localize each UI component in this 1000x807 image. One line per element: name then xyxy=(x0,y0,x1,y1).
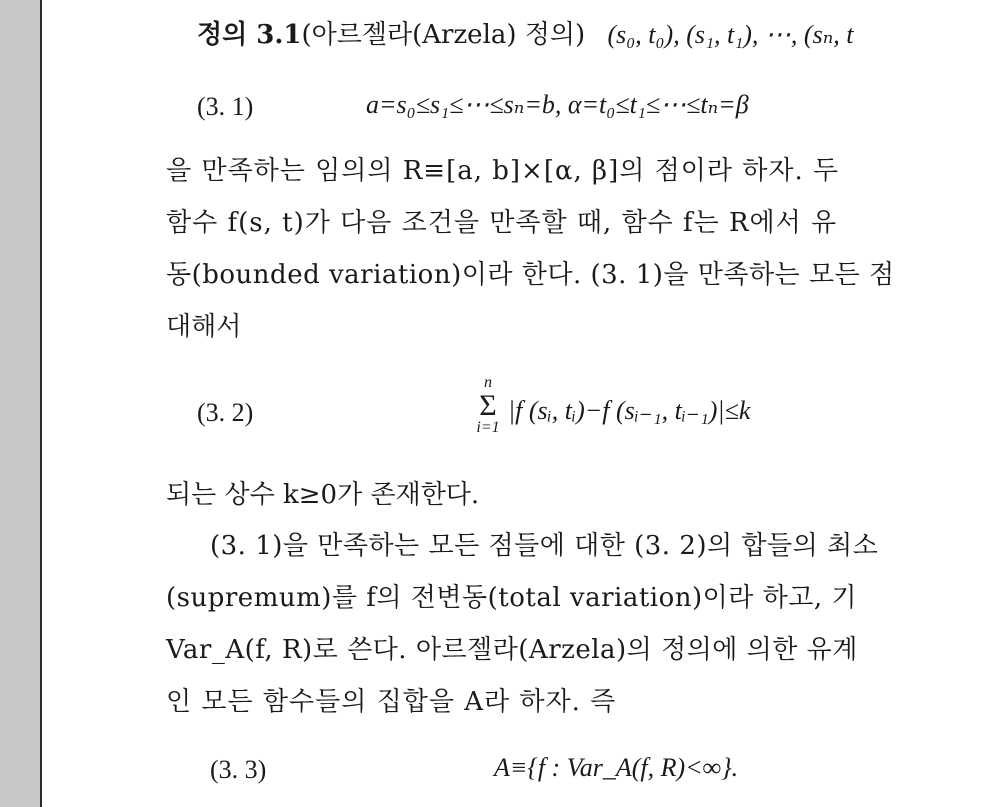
paragraph-2-line-2: (3. 1)을 만족하는 모든 점들에 대한 (3. 2)의 합들의 최소 xyxy=(210,531,879,561)
definition-title: (아르젤라(Arzela) 정의) xyxy=(301,20,586,50)
summation-upper-limit: n xyxy=(484,374,492,391)
sigma-glyph: Σ xyxy=(479,389,497,422)
definition-heading-line xyxy=(197,22,853,48)
equation-number-3-2: (3. 2) xyxy=(197,398,254,427)
paragraph-2-line-5: 인 모든 함수들의 집합을 A라 하자. 즉 xyxy=(166,687,617,717)
definition-points: (s₀, t₀), (s₁, t₁), ⋯, (sₙ, t xyxy=(607,20,854,49)
equation-number-3-1: (3. 1) xyxy=(197,92,254,121)
equation-3-1: a=s₀≤s₁≤⋯≤sₙ=b, α=t₀≤t₁≤⋯≤tₙ=β xyxy=(366,90,749,119)
equation-3-2: |f (sᵢ, tᵢ)−f (sᵢ₋₁, tᵢ₋₁)|≤k xyxy=(508,396,751,425)
definition-heading: 정의 3.1 xyxy=(197,20,302,50)
page-gutter xyxy=(0,0,42,807)
summation-symbol xyxy=(470,374,506,437)
equation-3-3: A≡{f : Var_A(f, R)<∞}. xyxy=(494,753,739,782)
paragraph-1-line-1: 을 만족하는 임의의 R≡[a, b]×[α, β]의 점이라 하자. 두 xyxy=(166,156,840,186)
paragraph-1-line-3: 동(bounded variation)이라 한다. (3. 1)을 만족하는 모든 점 xyxy=(166,260,895,290)
paragraph-2-line-1: 되는 상수 k≥0가 존재한다. xyxy=(166,480,480,510)
equation-number-3-3: (3. 3) xyxy=(210,755,267,784)
paragraph-1-line-4: 대해서 xyxy=(166,312,242,342)
paragraph-2-line-3: (supremum)를 f의 전변동(total variation)이라 하고, 기 xyxy=(166,583,858,613)
paragraph-1-line-2: 함수 f(s, t)가 다음 조건을 만족할 때, 함수 f는 R에서 유 xyxy=(166,208,838,238)
summation-lower-limit: i=1 xyxy=(476,419,500,436)
paragraph-2-line-4: Var_A(f, R)로 쓴다. 아르젤라(Arzela)의 정의에 의한 유계 xyxy=(166,635,858,665)
